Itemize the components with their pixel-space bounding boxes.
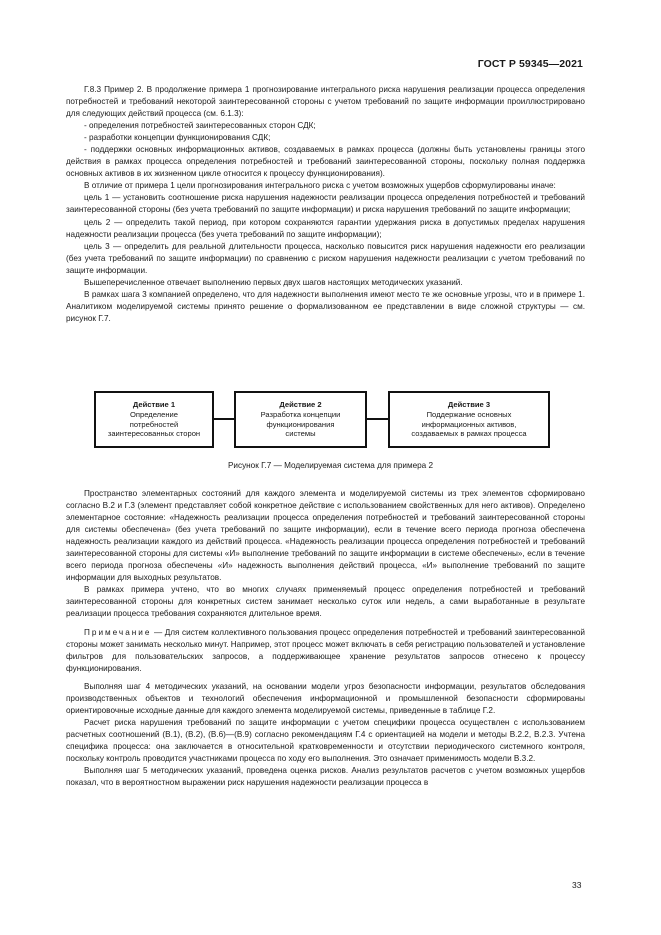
- paragraph: Расчет риска нарушения требований по защите информации с учетом специфики процесса осуществлен с использованием расчетных соотношений (В.1), (В.2), (В.6)—(В.9) согласно рекомендациям Г.4 с ориентацией на модели и методы В.2.2, В.2.3. Учтена специфика процесса: она заключается в относительной кратковременности и отсутствии периодического системного контроля, поскольку контроль проводится участниками процесса по ходу его выполнения. Это означает применимость модели В.3.2.: [66, 717, 585, 763]
- paragraph: Вышеперечисленное отвечает выполнению первых двух шагов настоящих методических указаний.: [84, 277, 463, 287]
- text-block-main: [66, 488, 585, 789]
- note-text: — Для систем коллективного пользования процесс определения потребностей и требований заинтересованной стороны может занимать несколько минут. Например, этот процесс может включать в себя регистрацию пользователей и установление фильтров для пользовательских запросов, а поддерживающее хранение результатов запросов отнесено к процессу функционирования.: [66, 627, 585, 673]
- paragraph: Г.8.3 Пример 2. В продолжение примера 1 прогнозирование интегрального риска нарушения реализации процесса определения потребностей и требований некоторой заинтересованной стороны с учетом требований по защите информации проиллюстрировано для следующих действий процесса (см. 6.1.3):: [66, 85, 585, 119]
- paragraph: Выполняя шаг 4 методических указаний, на основании модели угроз безопасности информации, результатов обследования производственных объектов и технологий обеспечения информационной и промышленной безопасности сформированы ориентировочные исходные данные для каждого элемента моделируемой системы, приведенные в таблице Г.2.: [66, 681, 585, 715]
- action-2-box: [234, 391, 367, 448]
- figure-g7-diagram: [94, 391, 550, 448]
- goal-3: цель 3 — определить для реальной длительности процесса, насколько повысится риск нарушения надежности его реализации (без учета требований по защите информации) по сравнению с риском нарушения надежности реализации с учетом требований по защите информации.: [66, 241, 585, 275]
- figure-caption: Рисунок Г.7 — Моделируемая система для примера 2: [227, 461, 434, 470]
- connector-line: [367, 418, 388, 420]
- list-item: - поддержки основных информационных активов, создаваемых в рамках процесса (должны быть установлены границы этого действия в рамках процесса определения потребностей и требований заинтересованной стороны, поскольку полная поддержка основных активов в их жизненном цикле относится к процессу функционирования).: [66, 145, 585, 179]
- paragraph: Выполняя шаг 5 методических указаний, проведена оценка рисков. Анализ результатов расчетов с учетом возможных ущербов показал, что в вероятностном выражении риск нарушения надежности реализации процесса в: [66, 766, 585, 788]
- list-item: - разработки концепции функционирования СДК;: [84, 133, 271, 143]
- action-3-box: [388, 391, 550, 448]
- list-item: - определения потребностей заинтересованных сторон СДК;: [84, 121, 316, 131]
- action-1-line: заинтересованных сторон: [107, 429, 201, 439]
- action-1-line: Определение: [129, 409, 178, 419]
- goal-2: цель 2 — определить такой период, при котором сохраняются гарантии удержания риска в допустимых пределах нарушения надежности реализации процесса (без учета требований по защите информации);: [66, 217, 585, 239]
- note: [66, 627, 585, 675]
- paragraph: В отличие от примера 1 цели прогнозирования интегрального риска с учетом возможных ущербов сформулированы иначе:: [84, 181, 556, 191]
- action-2-line: функционирования: [266, 419, 335, 429]
- action-2-title: Действие 2: [279, 400, 322, 410]
- page-number: 33: [572, 880, 582, 890]
- action-1-line: потребностей: [129, 419, 179, 429]
- action-1-box: [94, 391, 214, 448]
- note-label: Примечание: [84, 627, 152, 637]
- document-header: ГОСТ Р 59345—2021: [477, 58, 583, 70]
- action-1-title: Действие 1: [132, 400, 176, 410]
- action-3-title: Действие 3: [447, 400, 491, 410]
- paragraph: Пространство элементарных состояний для каждого элемента и моделируемой системы из трех элементов сформировано согласно В.2 и Г.3 (элемент представляет собой конкретное действие с использованием свойственных для него активов). Определено элементарное состояние: «Надежность реализации процесса определения потребностей и требований заинтересованной стороны для системы обеспечена» (без учета требований по защите информации), если в течение всего периода прогноза обеспечена надежность реализации каждого из действий процесса. «Надежность реализации процесса определения потребностей и требований заинтересованной стороны для системы «И» выполнение требований по защите информации в системе обеспечены», если в течение всего периода прогноза обеспечены «И» надежность выполнения действий процесса, «И» выполнение требований по защите информации для выходных результатов.: [66, 489, 585, 583]
- action-3-line: Поддержание основных: [426, 409, 512, 419]
- paragraph: В рамках шага 3 компанией определено, что для надежности выполнения имеют место те же основные угрозы, что и в примере 1. Аналитиком моделируемой системы принято решение о формализованном ее представлении в виде сложной структуры — см. рисунок Г.7.: [66, 289, 585, 323]
- paragraph: В рамках примера учтено, что во многих случаях применяемый процесс определения потребностей и требований заинтересованной стороны для конкретных систем занимает несколько суток или недель, а сами выработанные в результате реализации процесса требования сохраняются длительное время.: [66, 585, 585, 619]
- action-2-line: Разработка концепции: [260, 409, 341, 419]
- goal-1: цель 1 — установить соотношение риска нарушения надежности реализации процесса определения потребностей и требований заинтересованной стороны (без учета требований по защите информации) и риска нарушения требований по защите информации;: [66, 193, 585, 215]
- connector-line: [214, 418, 234, 420]
- action-3-line: создаваемых в рамках процесса: [411, 429, 527, 439]
- action-2-line: системы: [285, 429, 316, 439]
- action-3-line: информационных активов,: [421, 419, 517, 429]
- text-block-intro: [66, 84, 585, 325]
